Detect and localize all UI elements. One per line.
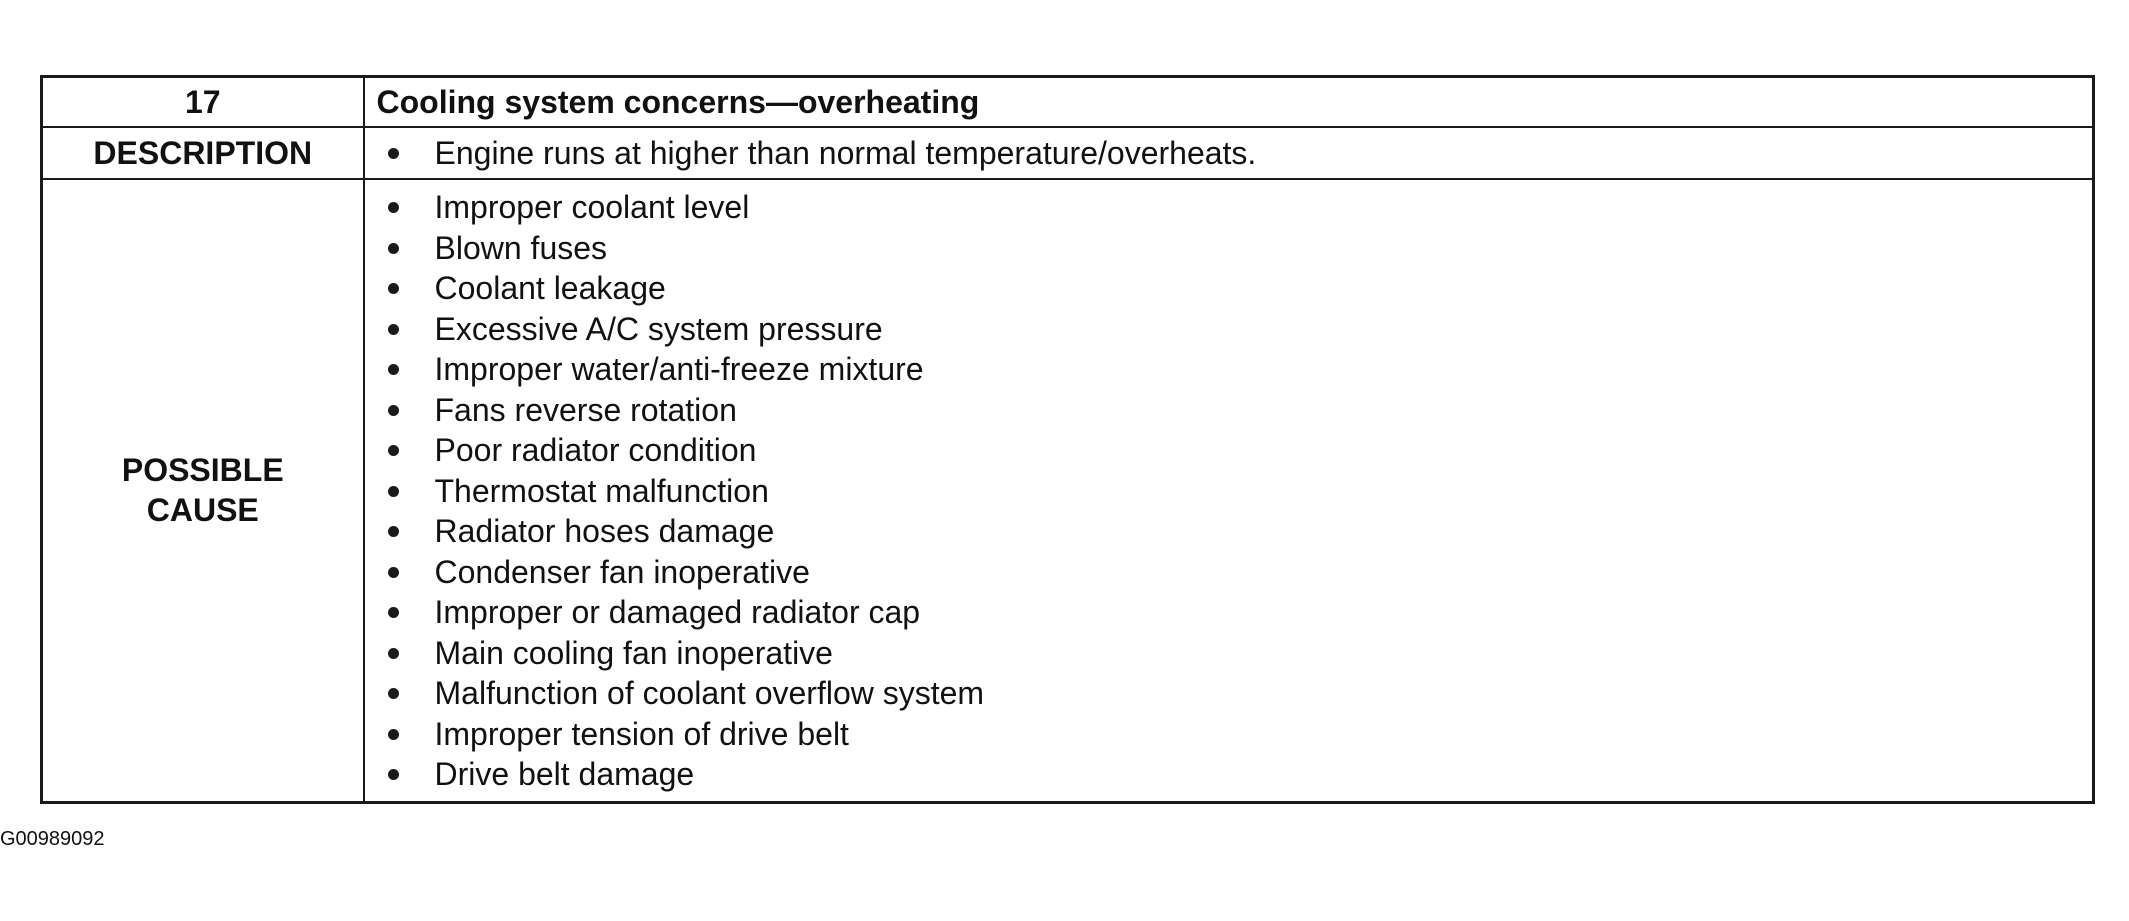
bullet-icon <box>388 405 399 416</box>
list-item <box>365 552 2093 593</box>
list-item <box>365 228 2093 269</box>
bullet-icon <box>388 526 399 537</box>
possible-cause-list <box>365 180 2093 801</box>
bullet-icon <box>388 324 399 335</box>
list-item-text: Improper tension of drive belt <box>434 715 849 752</box>
bullet-icon <box>388 445 399 456</box>
description-cell <box>364 127 2094 179</box>
list-item <box>365 714 2093 755</box>
list-item-text: Engine runs at higher than normal temperature/overheats. <box>434 134 1257 171</box>
list-item <box>365 754 2093 795</box>
list-item-text: Fans reverse rotation <box>434 391 737 428</box>
list-item-text: Radiator hoses damage <box>434 513 775 549</box>
bullet-icon <box>388 567 399 578</box>
description-list <box>365 129 2093 178</box>
list-item <box>365 309 2093 350</box>
bullet-icon <box>388 648 399 659</box>
bullet-icon <box>388 364 399 375</box>
list-item-text: Drive belt damage <box>434 756 695 792</box>
list-item <box>365 349 2093 390</box>
list-item <box>365 471 2093 512</box>
possible-cause-label <box>42 179 364 802</box>
list-item-text: Poor radiator condition <box>434 432 757 468</box>
bullet-icon <box>388 202 399 213</box>
bullet-icon <box>388 243 399 254</box>
possible-cause-cell <box>364 179 2094 802</box>
list-item <box>365 268 2093 309</box>
list-item-text: Main cooling fan inoperative <box>434 634 833 671</box>
bullet-icon <box>388 729 399 740</box>
bullet-icon <box>388 283 399 294</box>
list-item-text: Thermostat malfunction <box>434 472 769 509</box>
diagnostic-table <box>40 75 2095 804</box>
list-item-text: Blown fuses <box>434 229 608 266</box>
list-item-text: Improper or damaged radiator cap <box>434 594 921 630</box>
list-item-text: Coolant leakage <box>434 270 666 306</box>
description-row <box>42 127 2094 179</box>
list-item-text: Improper water/anti-freeze mixture <box>434 351 924 387</box>
list-item-text: Condenser fan inoperative <box>434 553 810 590</box>
list-item-text: Improper coolant level <box>434 189 750 225</box>
concern-number: 17 <box>42 77 364 128</box>
list-item <box>365 511 2093 552</box>
list-item <box>365 390 2093 431</box>
description-label: DESCRIPTION <box>42 127 364 179</box>
list-item <box>365 430 2093 471</box>
list-item-text: Malfunction of coolant overflow system <box>434 675 985 711</box>
list-item <box>365 187 2093 228</box>
bullet-icon <box>388 688 399 699</box>
header-row <box>42 77 2094 128</box>
list-item <box>365 592 2093 633</box>
list-item-text: Excessive A/C system pressure <box>434 310 883 347</box>
bullet-icon <box>388 486 399 497</box>
figure-code: G00989092 <box>0 828 105 850</box>
bullet-icon <box>388 769 399 780</box>
possible-cause-row <box>42 179 2094 802</box>
list-item <box>365 633 2093 674</box>
bullet-icon <box>388 607 399 618</box>
possible-cause-label-line1: POSSIBLE <box>121 452 284 489</box>
bullet-icon <box>388 148 399 159</box>
list-item <box>365 133 2093 174</box>
possible-cause-label-line2: CAUSE <box>146 492 259 529</box>
list-item <box>365 673 2093 714</box>
concern-title: Cooling system concerns—overheating <box>364 77 2094 128</box>
